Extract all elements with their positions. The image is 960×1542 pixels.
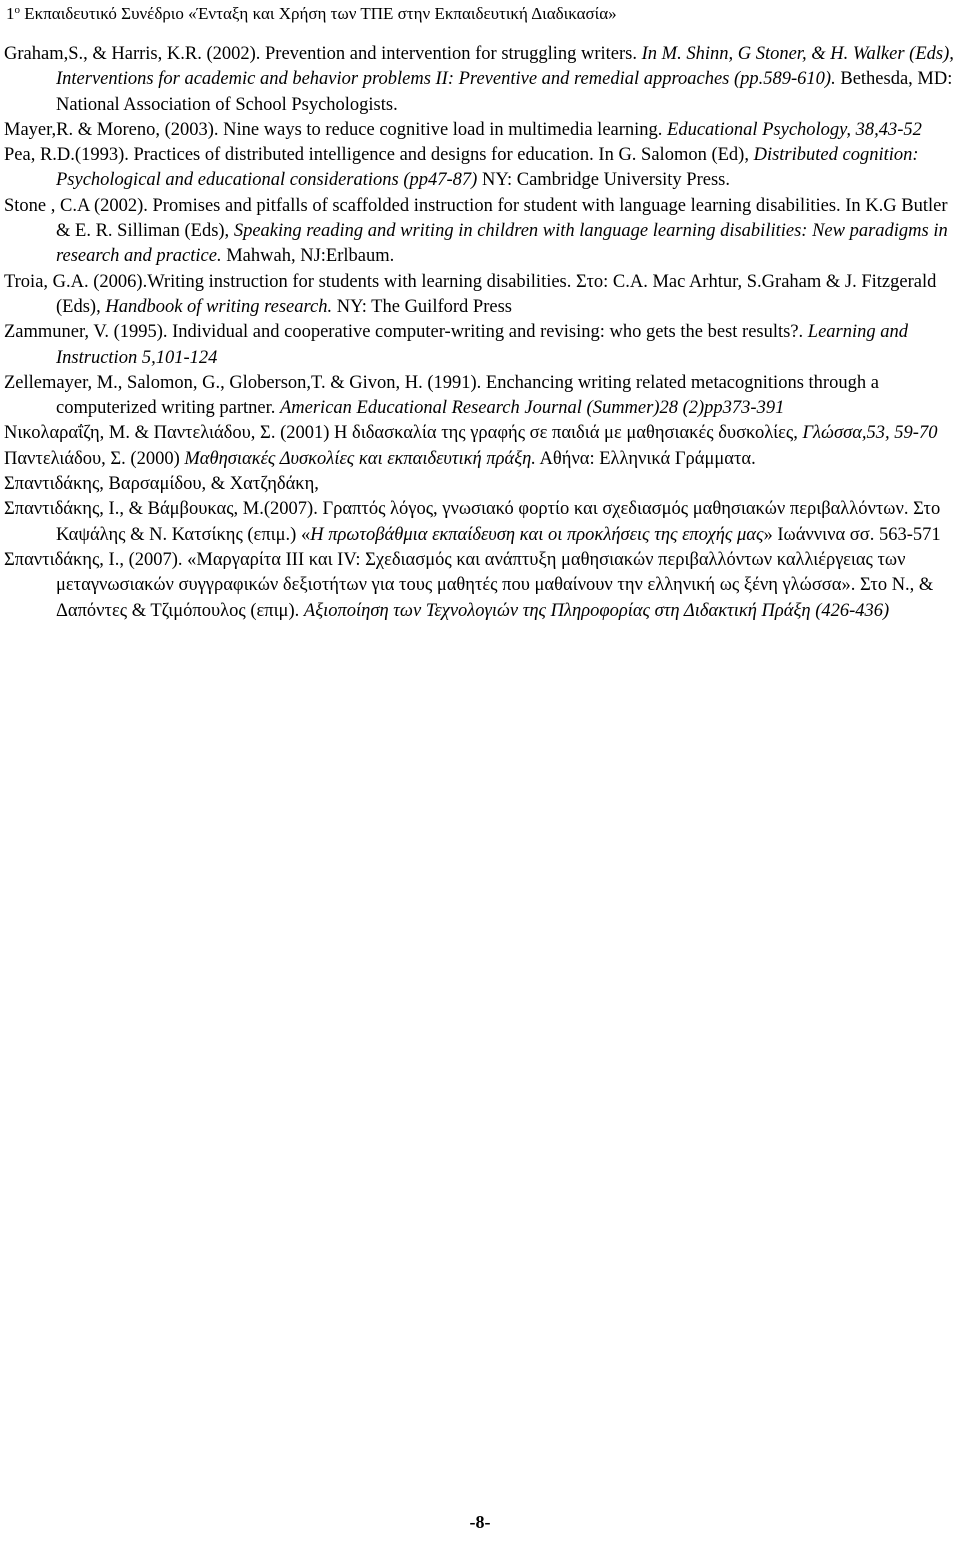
reference-text: Zammuner, V. (1995). Individual and cooperative computer-writing and revising: who gets the best results?. [4, 322, 808, 343]
reference-text: Pea, R.D.(1993). Practices of distributed intelligence and designs for education. In G. Salomon (Ed), [4, 145, 754, 166]
ordinal-superscript: ο [14, 4, 20, 16]
reference-text: Troia, G.A. (2006).Writing instruction for students with learning disabilities. Στο: C.A. Mac Arhtur, S.Graham & J. Fitzgerald (Eds), [4, 271, 937, 317]
reference-text: Νικολαραΐζη, Μ. & Παντελιάδου, Σ. (2001) Η διδασκαλία της γραφής σε παιδιά με μαθησιακές δυσκολίες, [4, 423, 803, 444]
reference-italic-text: Αξιοποίηση των Τεχνολογιών της Πληροφορίας στη Διδακτική Πράξη (426-436) [303, 600, 890, 621]
reference-entry [4, 548, 958, 624]
reference-text: Graham,S., & Harris, K.R. (2002). Prevention and intervention for struggling writers. [4, 44, 642, 64]
conference-title: Εκπαιδευτικό Συνέδριο «Ένταξη και Χρήση των ΤΠΕ στην Εκπαιδευτική Διαδικασία» [20, 4, 617, 23]
reference-text: Mayer,R. & Moreno, (2003). Nine ways to reduce cognitive load in multimedia learning. [4, 119, 668, 140]
reference-italic-text: Μαθησιακές Δυσκολίες και εκπαιδευτική πράξη. [184, 448, 536, 469]
reference-entry [4, 421, 958, 446]
reference-text: Mahwah, NJ:Erlbaum. [221, 246, 395, 267]
reference-italic-text: Η πρωτοβάθμια εκπαίδευση και οι προκλήσεις της εποχής μας [310, 524, 764, 545]
reference-text: Σπαντιδάκης, Ι., (2007). «Μαργαρίτα ΙΙΙ και IV: Σχεδιασμός και ανάπτυξη μαθησιακών περιβαλλόντων καλλιέργειας των μεταγνωσιακών συγγραφικών δεξιοτήτων για τους μαθητές που μαθαίνουν την ελληνική ως ξένη γλώσσα». Στο Ν., & Δαπόντες & Τζιμόπουλος (επιμ). [4, 549, 934, 621]
reference-italic-text: American Educational Research Journal (Summer)28 (2)pp373-391 [279, 398, 785, 419]
reference-entry [4, 143, 958, 194]
page-number: -8- [469, 1512, 491, 1532]
reference-italic-text: Educational Psychology, 38,43-52 [667, 119, 922, 140]
reference-entry [4, 194, 958, 270]
reference-italic-text: Speaking reading and writing in children with language learning disabilities: New paradigms in research and practice. [56, 221, 948, 267]
reference-italic-text: Learning and Instruction 5,101-124 [56, 322, 909, 368]
reference-text: Bethesda, MD: National Association of School Psychologists. [56, 69, 953, 115]
reference-text: Zellemayer, M., Salomon, G., Globerson,T. & Givon, H. (1991). Enchancing writing related metacognitions through a computerized writing partner. [4, 372, 879, 419]
conference-ordinal: 1 [6, 4, 15, 23]
reference-text: Stone , C.A (2002). Promises and pitfalls of scaffolded instruction for student with language learning disabilities. In K.G Butler & E. R. Silliman (Eds), [4, 195, 948, 242]
reference-text: Σπαντιδάκης, Ι., & Βάμβουκας, Μ.(2007). Γραπτός λόγος, γνωσιακό φορτίο και σχεδιασμός μαθησιακών περιβαλλόντων. Στο Καψάλης & Ν. Κατσίκης (επιμ.) « [4, 499, 941, 545]
reference-entry [4, 270, 958, 321]
reference-text: NY: The Guilford Press [332, 296, 512, 317]
reference-entry [4, 447, 958, 472]
reference-text: NY: Cambridge University Press. [477, 170, 730, 191]
reference-entry [4, 472, 958, 497]
reference-text: Σπαντιδάκης, Βαρσαμίδου, & Χατζηδάκη, [4, 474, 319, 495]
reference-entry [4, 497, 958, 548]
reference-italic-text: Handbook of writing research. [105, 296, 333, 317]
reference-entry [4, 320, 958, 371]
page-header [6, 4, 617, 24]
reference-list [4, 42, 958, 624]
reference-text: Αθήνα: Ελληνικά Γράμματα. [535, 448, 756, 469]
reference-entry [4, 371, 958, 422]
reference-italic-text: Γλώσσα,53, 59-70 [802, 423, 938, 444]
reference-text: » Ιωάννινα σσ. 563-571 [763, 524, 941, 545]
reference-italic-text: In M. Shinn, G Stoner, & H. Walker (Eds), Interventions for academic and behavior problems II: Preventive and remedial approaches (pp.589-610). [56, 44, 954, 90]
reference-entry [4, 42, 958, 118]
reference-text: Παντελιάδου, Σ. (2000) [4, 448, 185, 469]
reference-italic-text: Distributed cognition: Psychological and educational considerations (pp47-87) [56, 145, 919, 191]
reference-entry [4, 118, 958, 143]
